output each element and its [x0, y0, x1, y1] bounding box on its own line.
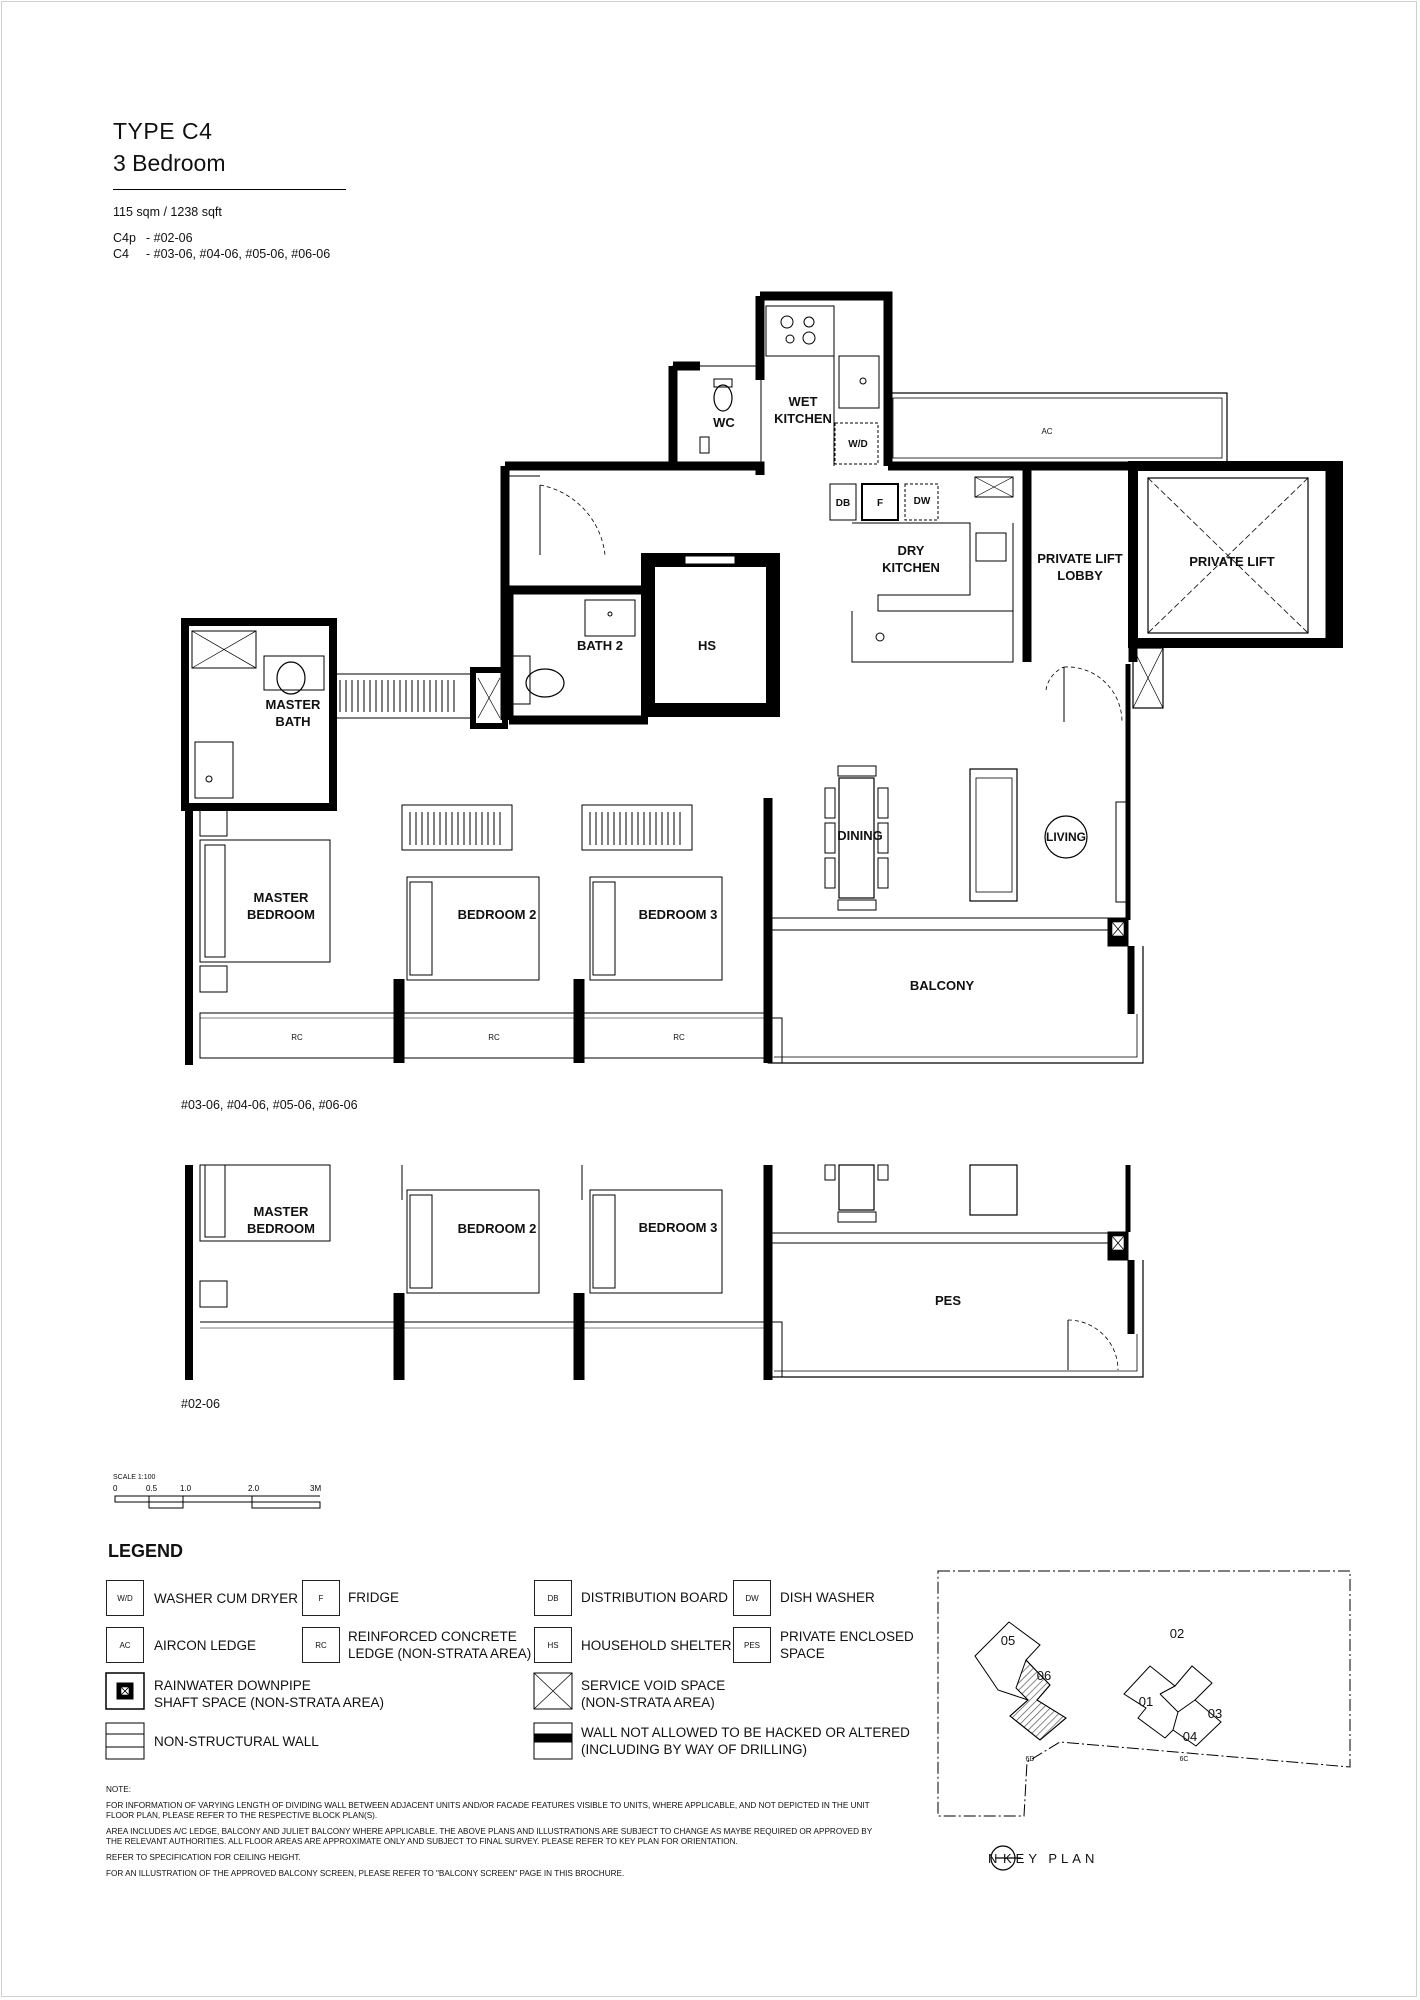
north-indicator: N	[988, 1851, 998, 1866]
keyplan-unit: 01	[1138, 1694, 1154, 1709]
label-bedroom3: BEDROOM 3	[638, 907, 718, 922]
label-private-lift: PRIVATE LIFT	[1189, 554, 1275, 569]
unit-type-title: TYPE C4	[113, 118, 213, 144]
legend-line: SPACE	[780, 1646, 825, 1661]
scale-bar	[115, 1496, 320, 1508]
label-f: F	[876, 498, 884, 509]
note-line: AREA INCLUDES A/C LEDGE, BALCONY AND JULIET BALCONY WHERE APPLICABLE. THE ABOVE PLANS AND ILLUSTRATIONS ARE SUBJECT TO CHANGE AS MAYBE REQUIRED OR APPROVED BY THE RELEVANT AUTHORITIES. ALL FLOOR AREAS ARE APPROXIMATE ONLY AND SUBJECT TO FINAL SURVEY. PLEASE REFER TO KEY PLAN FOR ORIENTATION.	[106, 1827, 873, 1846]
legend-box: HS	[534, 1627, 572, 1663]
label-bath2: BATH 2	[577, 638, 623, 653]
keyplan-unit: 03	[1207, 1706, 1223, 1721]
legend-text	[581, 1724, 910, 1758]
scale-tick: 3M	[310, 1484, 322, 1493]
scale-tick: 1.0	[180, 1484, 192, 1493]
bedroom-count: 3 Bedroom	[113, 150, 226, 176]
legend-line: RAINWATER DOWNPIPE	[154, 1678, 311, 1693]
label-lower-master-bedroom-2: BEDROOM	[247, 1221, 315, 1236]
legend-text: AIRCON LEDGE	[154, 1638, 257, 1653]
keyplan-unit-highlight: 06	[1036, 1668, 1052, 1683]
keyplan-block: 6D	[1025, 1756, 1035, 1763]
scale-tick: 0.5	[146, 1484, 158, 1493]
label-wet-kitchen-1: WET	[788, 394, 818, 409]
label-bedroom2: BEDROOM 2	[457, 907, 537, 922]
legend-box: PES	[733, 1627, 771, 1663]
label-rc-3: RC	[673, 1033, 685, 1042]
room-labels	[247, 394, 1275, 1308]
keyplan-unit: 05	[1000, 1633, 1016, 1648]
label-dry-kitchen-2: KITCHEN	[882, 560, 940, 575]
scale-label: SCALE 1:100	[113, 1474, 156, 1481]
legend-box: DB	[534, 1580, 572, 1616]
note-line: FOR INFORMATION OF VARYING LENGTH OF DIVIDING WALL BETWEEN ADJACENT UNITS AND/OR FACADE FEATURES VISIBLE TO UNITS, WHERE APPLICABLE, AND NOT DEPICTED IN THE UNIT FLOOR PLAN, PLEASE REFER TO THE RESPECTIVE BLOCK PLAN(S).	[106, 1801, 870, 1820]
label-pes: PES	[934, 1293, 962, 1308]
label-master-bath-1: MASTER	[265, 697, 321, 712]
label-lower-master-bedroom-1: MASTER	[253, 1204, 309, 1219]
label-wc: WC	[713, 415, 735, 430]
unit-code: C4	[113, 247, 129, 261]
legend-text: HOUSEHOLD SHELTER	[581, 1638, 732, 1653]
legend-text	[581, 1677, 725, 1711]
legend-box: AC	[106, 1627, 144, 1663]
label-master-bath-2: BATH	[275, 714, 311, 729]
legend-text	[154, 1677, 384, 1711]
label-hs: HS	[697, 638, 717, 653]
legend-text	[780, 1628, 914, 1662]
keyplan-block: 6C	[1179, 1756, 1189, 1763]
label-lift-lobby-1: PRIVATE LIFT	[1037, 551, 1123, 566]
label-dw: DW	[913, 496, 931, 507]
legend-line: SERVICE VOID SPACE	[581, 1678, 726, 1693]
unit-numbers: - #03-06, #04-06, #05-06, #06-06	[146, 247, 331, 261]
label-balcony: BALCONY	[909, 978, 975, 993]
label-master-bedroom-2: BEDROOM	[247, 907, 315, 922]
note-line: FOR AN ILLUSTRATION OF THE APPROVED BALCONY SCREEN, PLEASE REFER TO "BALCONY SCREEN" PAGE IN THIS BROCHURE.	[106, 1869, 625, 1878]
label-rc-2: RC	[488, 1033, 500, 1042]
label-wet-kitchen-2: KITCHEN	[774, 411, 832, 426]
unit-area: 115 sqm / 1238 sqft	[113, 205, 222, 219]
note-line: REFER TO SPECIFICATION FOR CEILING HEIGHT.	[106, 1853, 301, 1862]
legend-text: FRIDGE	[348, 1590, 400, 1605]
legend-line: (INCLUDING BY WAY OF DRILLING)	[581, 1742, 808, 1757]
legend-line: LEDGE (NON-STRATA AREA)	[348, 1646, 532, 1661]
label-dining: DINING	[837, 828, 883, 843]
legend-box: W/D	[106, 1580, 144, 1616]
label-living: LIVING	[1045, 830, 1087, 844]
legend-text: WASHER CUM DRYER	[154, 1591, 299, 1606]
legend-title: LEGEND	[108, 1541, 184, 1561]
notes-heading: NOTE:	[106, 1785, 132, 1794]
lower-floor-plan	[189, 1165, 1143, 1380]
legend-text: DISH WASHER	[780, 1590, 875, 1605]
legend-text: NON-STRUCTURAL WALL	[154, 1734, 319, 1749]
key-plan	[938, 1571, 1350, 1870]
label-master-bedroom-1: MASTER	[253, 890, 309, 905]
scale-tick: 2.0	[248, 1484, 260, 1493]
legend-line: PRIVATE ENCLOSED	[780, 1629, 914, 1644]
legend-box: F	[302, 1580, 340, 1616]
legend-line: SHAFT SPACE (NON-STRATA AREA)	[154, 1695, 385, 1710]
legend-line: (NON-STRATA AREA)	[581, 1695, 715, 1710]
unit-code: C4p	[113, 231, 136, 245]
legend-box: RC	[302, 1627, 340, 1663]
legend-line: REINFORCED CONCRETE	[348, 1629, 517, 1644]
notes	[106, 1785, 886, 1885]
legend-text: DISTRIBUTION BOARD	[581, 1590, 729, 1605]
label-lower-bedroom3: BEDROOM 3	[638, 1220, 718, 1235]
upper-floor-plan	[185, 296, 1338, 1065]
keyplan-label: KEY PLAN	[1003, 1851, 1099, 1866]
label-wd: W/D	[848, 439, 868, 450]
label-dry-kitchen-1: DRY	[897, 543, 925, 558]
legend-box: DW	[733, 1580, 771, 1616]
scale-ticks	[113, 1484, 321, 1493]
legend-line: WALL NOT ALLOWED TO BE HACKED OR ALTERED	[581, 1725, 910, 1740]
plan-caption-upper: #03-06, #04-06, #05-06, #06-06	[181, 1098, 358, 1112]
scale-tick: 0	[113, 1484, 118, 1493]
unit-numbers: - #02-06	[146, 231, 193, 245]
legend-text	[348, 1628, 531, 1662]
label-lift-lobby-2: LOBBY	[1057, 568, 1103, 583]
label-db: DB	[835, 498, 851, 509]
keyplan-unit: 04	[1182, 1729, 1198, 1744]
plan-caption-lower: #02-06	[181, 1397, 220, 1411]
label-rc-1: RC	[291, 1033, 303, 1042]
label-ac: AC	[1041, 427, 1053, 436]
keyplan-unit: 02	[1169, 1626, 1185, 1641]
label-lower-bedroom2: BEDROOM 2	[457, 1221, 537, 1236]
